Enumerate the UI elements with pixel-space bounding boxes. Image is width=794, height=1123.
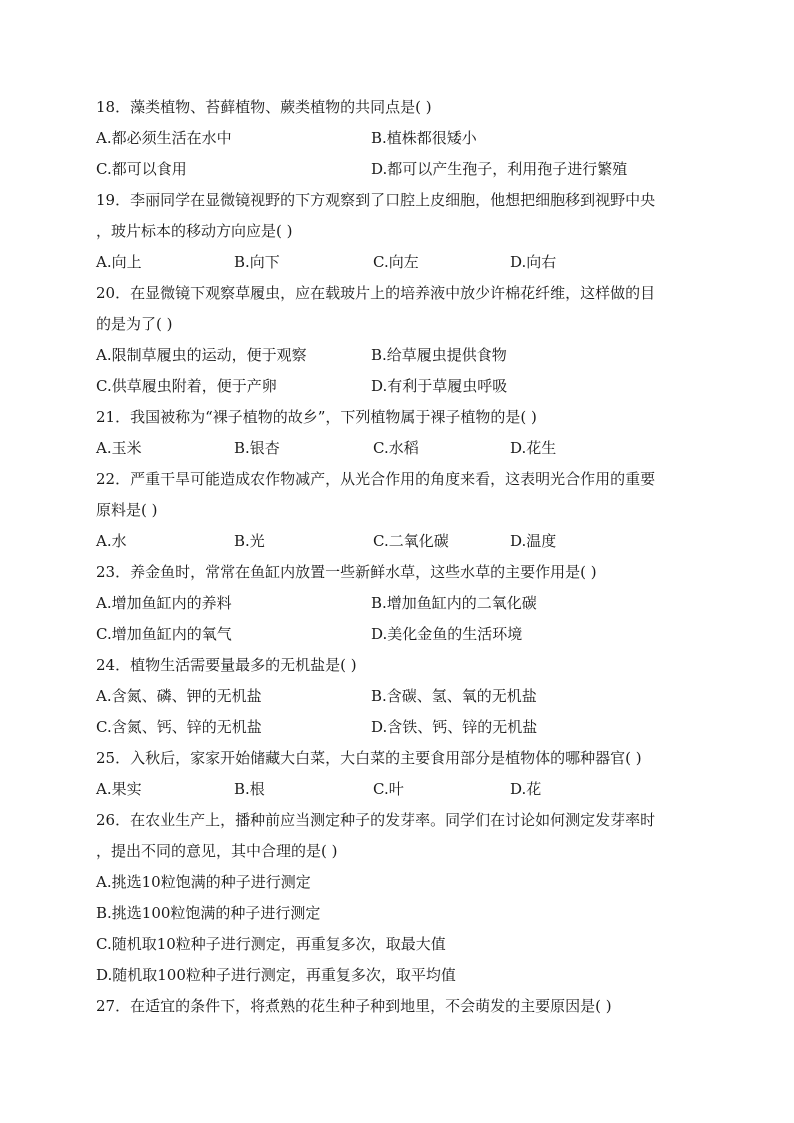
question-stem-line: 21．我国被称为“裸子植物的故乡”，下列植物属于裸子植物的是( ) bbox=[96, 408, 537, 426]
answer-option: D.有利于草履虫呼吸 bbox=[371, 377, 508, 395]
answer-option: B.向下 bbox=[234, 253, 280, 271]
answer-option: B.含碳、氢、氧的无机盐 bbox=[371, 687, 537, 705]
option-row bbox=[96, 681, 696, 712]
answer-option: C.增加鱼缸内的氧气 bbox=[96, 625, 232, 643]
option-row bbox=[96, 123, 696, 154]
answer-option: C.含氮、钙、锌的无机盐 bbox=[96, 718, 262, 736]
option-row bbox=[96, 433, 696, 464]
question-stem-line: 22．严重干旱可能造成农作物减产，从光合作用的角度来看，这表明光合作用的重要 bbox=[96, 470, 656, 488]
answer-option: B.挑选100粒饱满的种子进行测定 bbox=[96, 904, 321, 922]
question-stem-line: 27．在适宜的条件下，将煮熟的花生种子种到地里，不会萌发的主要原因是( ) bbox=[96, 997, 612, 1015]
question-stem-line: 18．藻类植物、苔藓植物、蕨类植物的共同点是( ) bbox=[96, 98, 432, 116]
answer-option: C.叶 bbox=[373, 780, 404, 798]
answer-option: C.随机取10粒种子进行测定，再重复多次，取最大值 bbox=[96, 935, 446, 953]
question-3 bbox=[96, 402, 696, 464]
question-stem-line: 25．入秋后，家家开始储藏大白菜，大白菜的主要食用部分是植物体的哪种器官( ) bbox=[96, 749, 642, 767]
answer-option: C.都可以食用 bbox=[96, 160, 187, 178]
answer-option: B.根 bbox=[234, 780, 265, 798]
option-row bbox=[96, 526, 696, 557]
answer-option: D.含铁、钙、锌的无机盐 bbox=[371, 718, 538, 736]
question-stem-line: 24．植物生活需要量最多的无机盐是( ) bbox=[96, 656, 357, 674]
answer-option: B.增加鱼缸内的二氧化碳 bbox=[371, 594, 537, 612]
answer-option: D.温度 bbox=[510, 532, 557, 550]
answer-option: C.供草履虫附着，便于产卵 bbox=[96, 377, 277, 395]
answer-option: B.光 bbox=[234, 532, 265, 550]
question-stem-line: 23．养金鱼时，常常在鱼缸内放置一些新鲜水草，这些水草的主要作用是( ) bbox=[96, 563, 597, 581]
answer-option: A.挑选10粒饱满的种子进行测定 bbox=[96, 873, 311, 891]
question-1 bbox=[96, 185, 696, 278]
question-9 bbox=[96, 991, 696, 1022]
answer-option: A.玉米 bbox=[96, 439, 142, 457]
answer-option: A.限制草履虫的运动，便于观察 bbox=[96, 346, 307, 364]
question-stem-line: 20．在显微镜下观察草履虫，应在载玻片上的培养液中放少许棉花纤维，这样做的目 bbox=[96, 284, 656, 302]
question-stem-line: 原料是( ) bbox=[96, 501, 158, 519]
answer-option: D.都可以产生孢子，利用孢子进行繁殖 bbox=[371, 160, 628, 178]
answer-option: C.二氧化碳 bbox=[373, 532, 449, 550]
option-row bbox=[96, 154, 696, 185]
question-list bbox=[96, 92, 696, 1022]
question-0 bbox=[96, 92, 696, 185]
option-row bbox=[96, 619, 696, 650]
option-row bbox=[96, 712, 696, 743]
question-stem-line: 19．李丽同学在显微镜视野的下方观察到了口腔上皮细胞，他想把细胞移到视野中央 bbox=[96, 191, 656, 209]
answer-option: A.增加鱼缸内的养料 bbox=[96, 594, 232, 612]
option-row bbox=[96, 371, 696, 402]
answer-option: C.水稻 bbox=[373, 439, 419, 457]
question-stem-line: ，提出不同的意见，其中合理的是( ) bbox=[96, 842, 338, 860]
answer-option: D.花生 bbox=[510, 439, 557, 457]
answer-option: D.向右 bbox=[510, 253, 557, 271]
answer-option: B.给草履虫提供食物 bbox=[371, 346, 507, 364]
answer-option: A.含氮、磷、钾的无机盐 bbox=[96, 687, 262, 705]
answer-option: B.银杏 bbox=[234, 439, 280, 457]
question-4 bbox=[96, 464, 696, 557]
question-stem-line: 的是为了( ) bbox=[96, 315, 173, 333]
question-stem-line: 26．在农业生产上，播种前应当测定种子的发芽率。同学们在讨论如何测定发芽率时 bbox=[96, 811, 656, 829]
answer-option: C.向左 bbox=[373, 253, 419, 271]
answer-option: D.花 bbox=[510, 780, 542, 798]
option-row bbox=[96, 247, 696, 278]
answer-option: D.美化金鱼的生活环境 bbox=[371, 625, 523, 643]
question-8 bbox=[96, 805, 696, 991]
option-row bbox=[96, 774, 696, 805]
answer-option: A.水 bbox=[96, 532, 127, 550]
answer-option: B.植株都很矮小 bbox=[371, 129, 477, 147]
option-row bbox=[96, 340, 696, 371]
question-2 bbox=[96, 278, 696, 402]
question-stem-line: ，玻片标本的移动方向应是( ) bbox=[96, 222, 293, 240]
question-6 bbox=[96, 650, 696, 743]
option-row bbox=[96, 588, 696, 619]
answer-option: A.果实 bbox=[96, 780, 142, 798]
answer-option: A.都必须生活在水中 bbox=[96, 129, 232, 147]
question-5 bbox=[96, 557, 696, 650]
answer-option: A.向上 bbox=[96, 253, 142, 271]
question-7 bbox=[96, 743, 696, 805]
answer-option: D.随机取100粒种子进行测定，再重复多次，取平均值 bbox=[96, 966, 456, 984]
